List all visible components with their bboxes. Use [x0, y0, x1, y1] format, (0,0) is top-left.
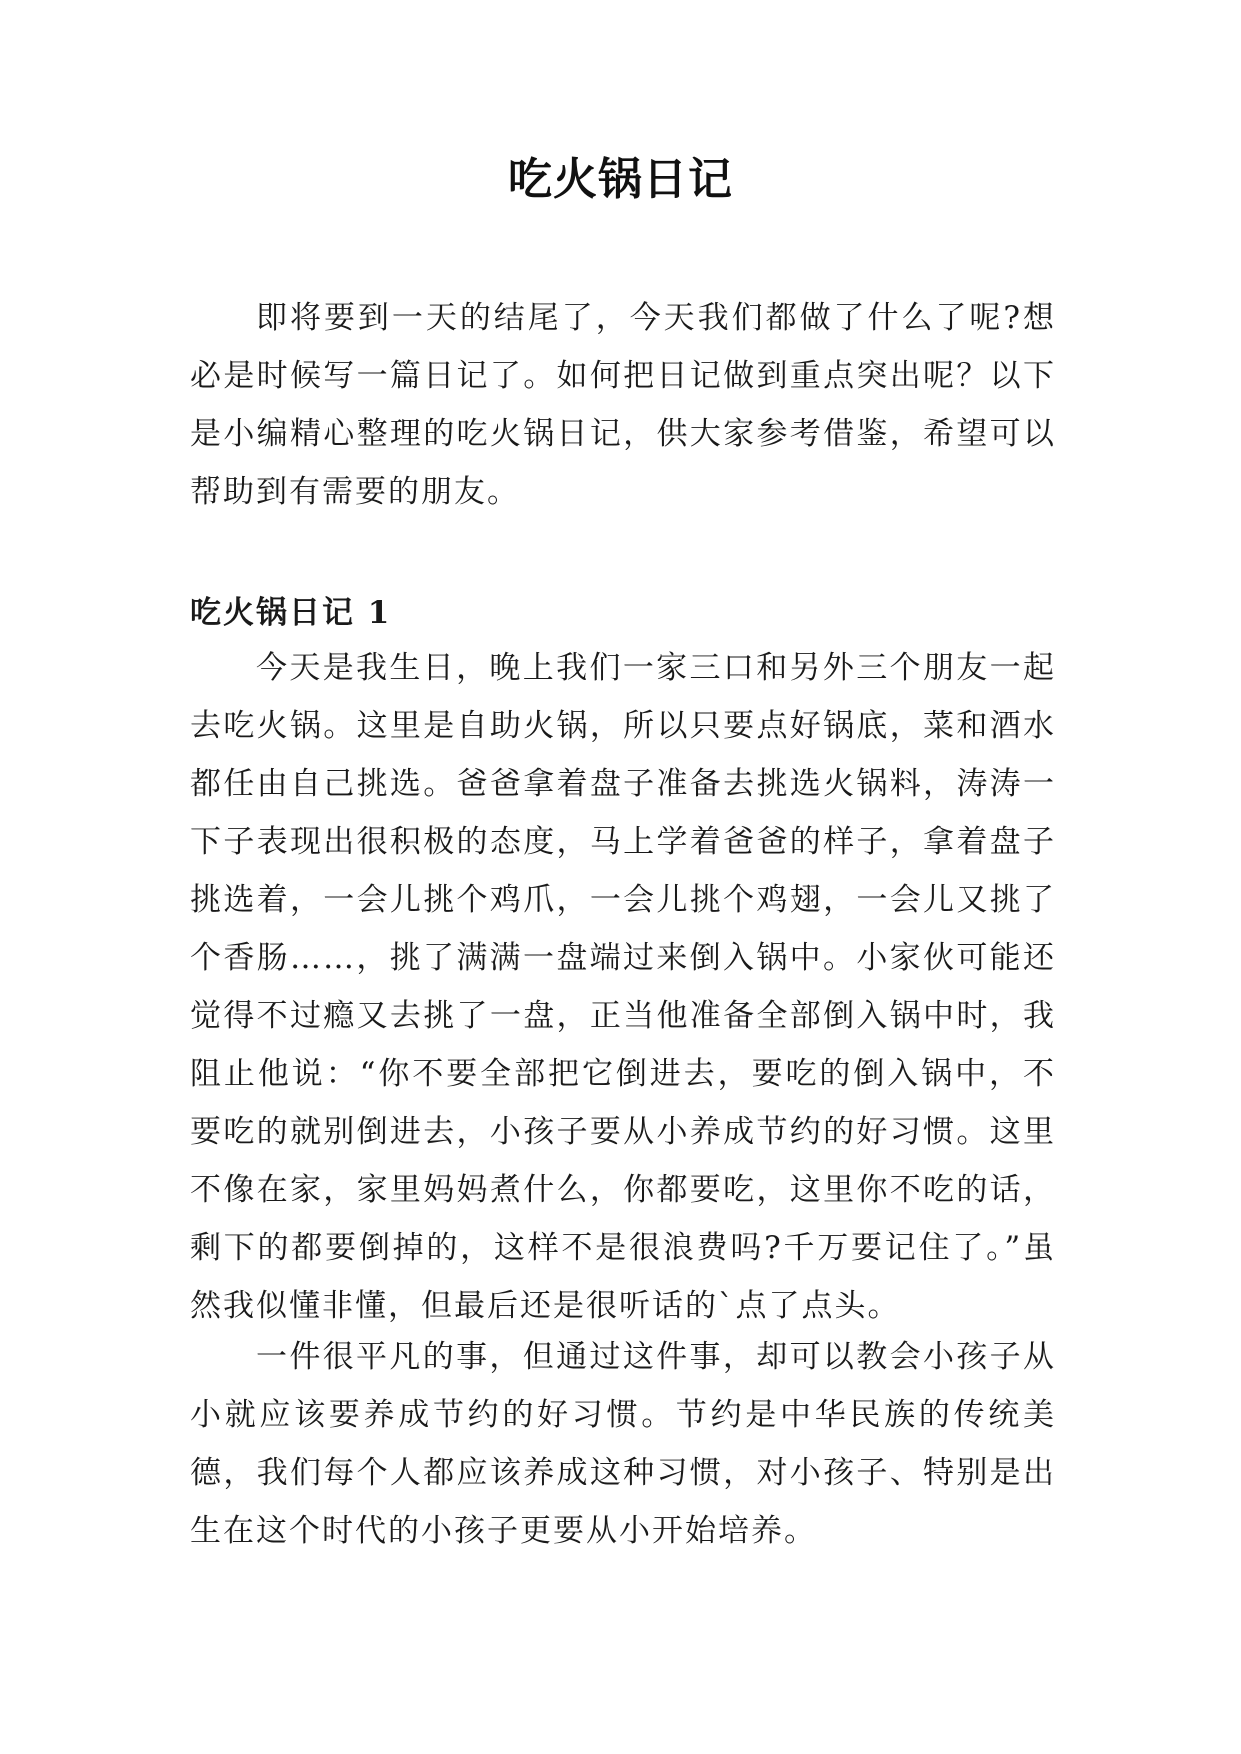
document-title: 吃火锅日记 [508, 154, 733, 205]
body-paragraph-1: 今天是我生日，晚上我们一家三口和另外三个朋友一起去吃火锅。这里是自助火锅，所以只要点好锅底，菜和酒水都任由自己挑选。爸爸拿着盘子准备去挑选火锅料，涛涛一下子表现出很积极的态度，马上学着爸爸的样子，拿着盘子挑选着，一会儿挑个鸡爪，一会儿挑个鸡翅，一会儿又挑了个香肠……，挑了满满一盘端过来倒入锅中。小家伙可能还觉得不过瘾又去挑了一盘，正当他准备全部倒入锅中时，我阻止他说：“你不要全部把它倒进去，要吃的倒入锅中，不要吃的就别倒进去，小孩子要从小养成节约的好习惯。这里不像在家，家里妈妈煮什么，你都要吃，这里你不吃的话，剩下的都要倒掉的，这样不是很浪费吗?千万要记住了。”虽然我似懂非懂，但最后还是很听话的`点了点头。 [190, 650, 1056, 1324]
section-heading: 吃火锅日记 1 [190, 595, 392, 631]
body-paragraph-2: 一件很平凡的事，但通过这件事，却可以教会小孩子从小就应该要养成节约的好习惯。节约是中华民族的传统美德，我们每个人都应该养成这种习惯，对小孩子、特别是出生在这个时代的小孩子更要从小开始培养。 [190, 1339, 1056, 1549]
intro-paragraph: 即将要到一天的结尾了，今天我们都做了什么了呢?想必是时候写一篇日记了。如何把日记做到重点突出呢？以下是小编精心整理的吃火锅日记，供大家参考借鉴，希望可以帮助到有需要的朋友。 [190, 300, 1056, 510]
